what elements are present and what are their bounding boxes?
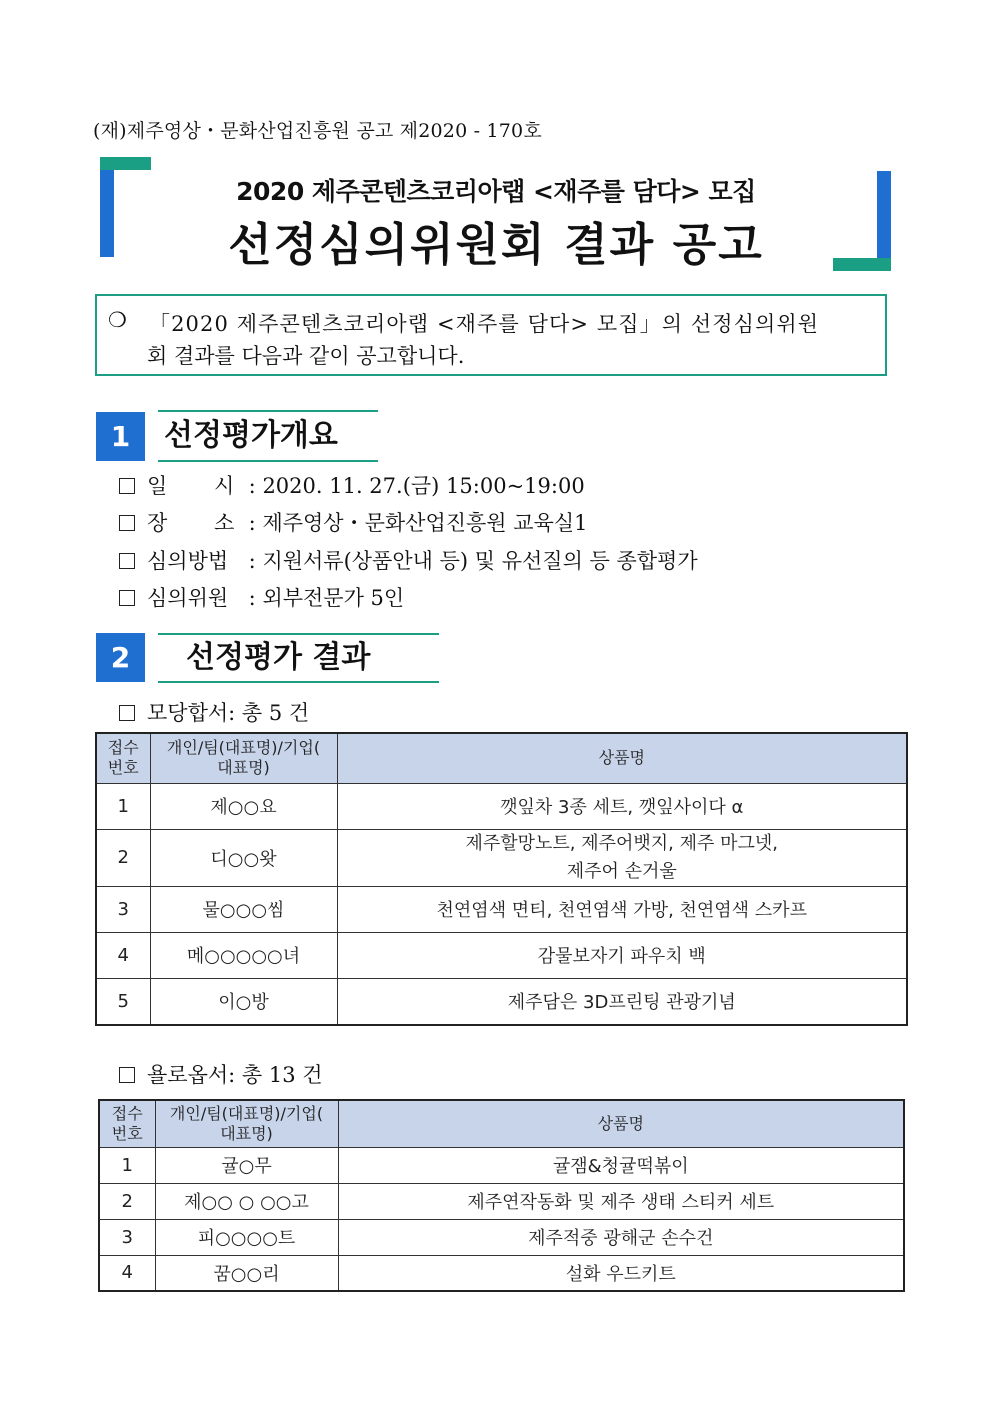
cell-product: 제주할망노트, 제주어뱃지, 제주 마그넷, 제주어 손거울 (337, 829, 907, 886)
overview-value: 2020. 11. 27.(금) 15:00~19:00 (262, 474, 585, 498)
checkbox-icon (119, 553, 135, 569)
group-1-heading-text: 모당합서: 총 5 건 (147, 701, 310, 725)
table-row (96, 932, 907, 978)
intro-box (95, 294, 887, 376)
cell-no: 1 (99, 1147, 155, 1183)
overview-value: 외부전문가 5인 (262, 586, 405, 610)
checkbox-icon (119, 590, 135, 606)
header-receipt-no: 접수 번호 (96, 733, 150, 783)
header-applicant: 개인/팀(대표명)/기업( 대표명) (155, 1100, 338, 1147)
header-applicant: 개인/팀(대표명)/기업( 대표명) (150, 733, 337, 783)
checkbox-icon (119, 705, 135, 721)
table-row (99, 1219, 904, 1255)
cell-no: 2 (96, 829, 150, 886)
cell-applicant: 디○○왓 (150, 829, 337, 886)
header-product: 상품명 (338, 1100, 904, 1147)
intro-line-2: 회 결과를 다음과 같이 공고합니다. (147, 344, 465, 368)
notice-number: (재)제주영상・문화산업진흥원 공고 제2020 - 170호 (93, 120, 542, 142)
cell-product: 제주적중 광해군 손수건 (338, 1219, 904, 1255)
section-2-number: 2 (96, 633, 145, 682)
cell-product: 귤잼&청귤떡볶이 (338, 1147, 904, 1183)
cell-no: 5 (96, 978, 150, 1025)
cell-product: 천연염색 면티, 천연염색 가방, 천연염색 스카프 (337, 886, 907, 932)
cell-applicant: 꿈○○리 (155, 1255, 338, 1291)
overview-item-method: 심의방법 : 지원서류(상품안내 등) 및 유선질의 등 종합평가 (119, 545, 698, 575)
header-receipt-no: 접수 번호 (99, 1100, 155, 1147)
results-table-2 (98, 1099, 905, 1292)
section-1-title: 선정평가개요 (158, 410, 378, 462)
table-row (96, 783, 907, 829)
overview-item-committee: 심의위원 : 외부전문가 5인 (119, 582, 404, 612)
cell-no: 4 (96, 932, 150, 978)
cell-applicant: 피○○○○트 (155, 1219, 338, 1255)
section-2-title: 선정평가 결과 (158, 633, 439, 683)
table-header-row (99, 1100, 904, 1147)
checkbox-icon (119, 515, 135, 531)
announcement-title: 선정심의위원회 결과 공고 (228, 218, 764, 271)
cell-product: 제주연작동화 및 제주 생태 스티커 세트 (338, 1183, 904, 1219)
cell-no: 3 (96, 886, 150, 932)
cell-product: 제주담은 3D프린팅 관광기념 (337, 978, 907, 1025)
table-row (99, 1255, 904, 1291)
cell-product: 감물보자기 파우치 백 (337, 932, 907, 978)
bracket-top-left-green (100, 157, 151, 170)
cell-product: 깻잎차 3종 세트, 깻잎사이다 α (337, 783, 907, 829)
checkbox-icon (119, 1067, 135, 1083)
table-row (99, 1183, 904, 1219)
overview-value: 지원서류(상품안내 등) 및 유선질의 등 종합평가 (262, 549, 698, 573)
overview-item-date: 일 시 : 2020. 11. 27.(금) 15:00~19:00 (119, 470, 585, 500)
announcement-subtitle: 2020 제주콘텐츠코리아랩 <재주를 담다> 모집 (236, 177, 756, 206)
cell-applicant: 메○○○○○녀 (150, 932, 337, 978)
cell-applicant: 제○○요 (150, 783, 337, 829)
cell-no: 3 (99, 1219, 155, 1255)
table-row (96, 886, 907, 932)
overview-label: 심의방법 (147, 549, 229, 573)
overview-label: 일 시 (147, 474, 235, 498)
cell-applicant: 이○방 (150, 978, 337, 1025)
table-row (99, 1147, 904, 1183)
overview-label: 심의위원 (147, 586, 229, 610)
table-row (96, 829, 907, 886)
table-header-row (96, 733, 907, 783)
table-row (96, 978, 907, 1025)
cell-no: 1 (96, 783, 150, 829)
cell-applicant: 물○○○씸 (150, 886, 337, 932)
intro-bullet-icon: ❍ (108, 308, 127, 332)
group-2-heading-text: 욜로옵서: 총 13 건 (147, 1063, 323, 1087)
header-product: 상품명 (337, 733, 907, 783)
cell-product: 설화 우드키트 (338, 1255, 904, 1291)
results-table-1 (95, 732, 908, 1026)
group-2-heading (119, 1059, 323, 1089)
overview-item-place: 장 소 : 제주영상・문화산업진흥원 교육실1 (119, 507, 587, 537)
cell-applicant: 제○○ ○ ○○고 (155, 1183, 338, 1219)
intro-line-1: 「2020 제주콘텐츠코리아랩 <재주를 담다> 모집」의 선정심의위원 (149, 312, 820, 336)
cell-no: 4 (99, 1255, 155, 1291)
checkbox-icon (119, 478, 135, 494)
overview-value: 제주영상・문화산업진흥원 교육실1 (262, 511, 588, 535)
cell-no: 2 (99, 1183, 155, 1219)
section-1-number: 1 (96, 412, 145, 461)
cell-applicant: 귤○무 (155, 1147, 338, 1183)
overview-label: 장 소 (147, 511, 235, 535)
group-1-heading (119, 697, 309, 727)
